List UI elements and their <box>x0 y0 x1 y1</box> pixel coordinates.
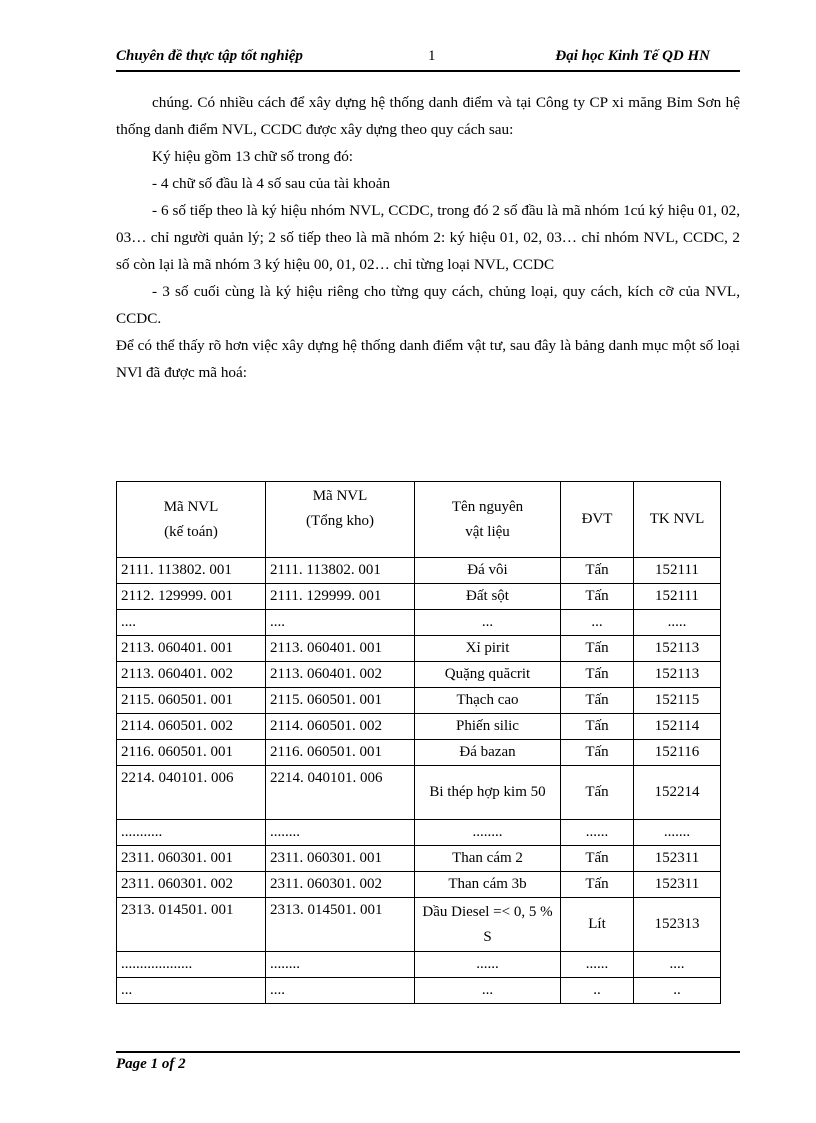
cell-ten: Quặng quăcrit <box>415 662 561 688</box>
cell-ma-tongkho: 2115. 060501. 001 <box>266 688 415 714</box>
cell-ma-kt: 2114. 060501. 002 <box>117 714 266 740</box>
cell-dvt: ... <box>561 610 634 636</box>
col-header-line: vật liệu <box>465 523 510 540</box>
cell-ten: ... <box>415 978 561 1004</box>
cell-dvt: Tấn <box>561 558 634 584</box>
cell-dvt: Tấn <box>561 766 634 820</box>
col-header-line: Mã NVL <box>312 488 368 504</box>
cell-tk: ....... <box>634 820 721 846</box>
cell-dvt: ...... <box>561 820 634 846</box>
col-header-ma-tongkho <box>266 482 415 558</box>
cell-ma-kt: ........... <box>117 820 266 846</box>
table-row <box>117 610 721 636</box>
cell-ma-tongkho: 2214. 040101. 006 <box>266 766 415 820</box>
cell-dvt: Tấn <box>561 846 634 872</box>
cell-tk: 152111 <box>634 584 721 610</box>
cell-ma-kt: 2116. 060501. 001 <box>117 740 266 766</box>
page-header <box>116 48 740 70</box>
cell-ma-kt: 2214. 040101. 006 <box>117 766 266 820</box>
cell-ten: Phiến silic <box>415 714 561 740</box>
paragraph: - 4 chữ số đầu là 4 số sau của tài khoản <box>152 175 391 192</box>
cell-dvt: Tấn <box>561 714 634 740</box>
cell-ten: Đất sột <box>415 584 561 610</box>
header-title: Chuyên đề thực tập tốt nghiệp <box>116 48 303 64</box>
table-row <box>117 978 721 1004</box>
cell-tk: 152111 <box>634 558 721 584</box>
cell-tk: 152115 <box>634 688 721 714</box>
col-header-line: (Tổng kho) <box>306 513 374 529</box>
cell-ma-tongkho: 2114. 060501. 002 <box>266 714 415 740</box>
cell-ten: Đá bazan <box>415 740 561 766</box>
cell-ma-tongkho: 2111. 129999. 001 <box>266 584 415 610</box>
cell-ma-kt: 2311. 060301. 002 <box>117 872 266 898</box>
cell-ten: Than cám 2 <box>415 846 561 872</box>
cell-ten: Đá vôi <box>415 558 561 584</box>
cell-ten: Dầu Diesel =< 0, 5 % S <box>415 898 561 952</box>
cell-ma-kt: ................... <box>117 952 266 978</box>
cell-dvt: Tấn <box>561 872 634 898</box>
cell-ma-kt: ... <box>117 978 266 1004</box>
cell-tk: .... <box>634 952 721 978</box>
footer-divider <box>116 1051 740 1053</box>
table-row <box>117 714 721 740</box>
cell-tk: 152313 <box>634 898 721 952</box>
paragraph: - 3 số cuối cùng là ký hiệu riêng cho từng quy cách, chủng loại, quy cách, kích cỡ của NVL, CCDC. <box>116 283 740 327</box>
header-university: Đại học Kinh Tế QD HN <box>555 48 710 64</box>
cell-dvt: Lít <box>561 898 634 952</box>
cell-ma-tongkho: .... <box>266 610 415 636</box>
paragraph: Ký hiệu gồm 13 chữ số trong đó: <box>152 148 354 165</box>
cell-ma-kt: 2113. 060401. 002 <box>117 662 266 688</box>
col-header-line: Mã NVL <box>163 498 219 515</box>
cell-tk: 152311 <box>634 846 721 872</box>
cell-ten: Xỉ pirit <box>415 636 561 662</box>
cell-ma-kt: 2115. 060501. 001 <box>117 688 266 714</box>
cell-ma-tongkho: 2111. 113802. 001 <box>266 558 415 584</box>
cell-dvt: .. <box>561 978 634 1004</box>
material-code-table <box>116 481 721 1004</box>
cell-tk: 152116 <box>634 740 721 766</box>
cell-tk: 152114 <box>634 714 721 740</box>
cell-ma-kt: 2311. 060301. 001 <box>117 846 266 872</box>
table-row <box>117 766 721 820</box>
body-text <box>116 89 740 386</box>
header-divider <box>116 70 740 72</box>
table-row <box>117 952 721 978</box>
cell-ma-tongkho: ........ <box>266 952 415 978</box>
cell-tk: 152113 <box>634 636 721 662</box>
table-row <box>117 688 721 714</box>
cell-ma-kt: 2113. 060401. 001 <box>117 636 266 662</box>
cell-dvt: ...... <box>561 952 634 978</box>
paragraph: - 6 số tiếp theo là ký hiệu nhóm NVL, CCDC, trong đó 2 số đầu là mã nhóm 1cú ký hiệu 01, 02, 03… chỉ người quản lý; 2 số tiếp theo là mã nhóm 2: ký hiệu 01, 02, 03… chỉ nhóm NVL, CCDC, 2 số còn lại là mã nhóm 3 ký hiệu 00, 01, 02… chỉ từng loại NVL, CCDC <box>116 202 740 273</box>
page-footer: Page 1 of 2 <box>116 1056 186 1072</box>
table-row <box>117 584 721 610</box>
cell-ma-tongkho: .... <box>266 978 415 1004</box>
cell-tk: 152113 <box>634 662 721 688</box>
cell-ten: ........ <box>415 820 561 846</box>
cell-dvt: Tấn <box>561 584 634 610</box>
table-row <box>117 846 721 872</box>
cell-ma-tongkho: 2113. 060401. 001 <box>266 636 415 662</box>
cell-ma-kt: 2112. 129999. 001 <box>117 584 266 610</box>
table-row <box>117 662 721 688</box>
cell-tk: ..... <box>634 610 721 636</box>
cell-ma-kt: 2313. 014501. 001 <box>117 898 266 952</box>
col-header-tk: TK NVL <box>634 482 721 558</box>
col-header-dvt: ĐVT <box>561 482 634 558</box>
cell-ten: Bi thép hợp kim 50 <box>415 766 561 820</box>
cell-ma-tongkho: 2313. 014501. 001 <box>266 898 415 952</box>
cell-ma-kt: 2111. 113802. 001 <box>117 558 266 584</box>
col-header-ten <box>415 482 561 558</box>
table-row <box>117 820 721 846</box>
cell-ma-tongkho: 2311. 060301. 001 <box>266 846 415 872</box>
cell-ma-tongkho: ........ <box>266 820 415 846</box>
header-page-number: 1 <box>428 48 436 64</box>
table-row <box>117 898 721 952</box>
table-row <box>117 636 721 662</box>
col-header-line: (kế toán) <box>164 523 218 540</box>
cell-ten: Thạch cao <box>415 688 561 714</box>
cell-ma-tongkho: 2113. 060401. 002 <box>266 662 415 688</box>
cell-ma-kt: .... <box>117 610 266 636</box>
col-header-ma-kt <box>117 482 266 558</box>
cell-dvt: Tấn <box>561 662 634 688</box>
table-row <box>117 872 721 898</box>
cell-tk: 152214 <box>634 766 721 820</box>
cell-ten: Than cám 3b <box>415 872 561 898</box>
cell-ma-tongkho: 2116. 060501. 001 <box>266 740 415 766</box>
cell-ten: ... <box>415 610 561 636</box>
col-header-line: Tên nguyên <box>451 498 524 515</box>
cell-tk: 152311 <box>634 872 721 898</box>
paragraph: chúng. Có nhiều cách để xây dựng hệ thống danh điểm và tại Công ty CP xi măng Bỉm Sơn hệ thống danh điểm NVL, CCDC được xây dựng theo quy cách sau: <box>116 94 740 138</box>
cell-dvt: Tấn <box>561 636 634 662</box>
table-row <box>117 558 721 584</box>
cell-ma-tongkho: 2311. 060301. 002 <box>266 872 415 898</box>
cell-tk: .. <box>634 978 721 1004</box>
cell-dvt: Tấn <box>561 740 634 766</box>
cell-dvt: Tấn <box>561 688 634 714</box>
table-row <box>117 740 721 766</box>
paragraph: Để có thể thấy rõ hơn việc xây dựng hệ thống danh điểm vật tư, sau đây là bảng danh mục một số loại NVl đã được mã hoá: <box>116 337 740 381</box>
table-header-row <box>117 482 721 558</box>
cell-ten: ...... <box>415 952 561 978</box>
